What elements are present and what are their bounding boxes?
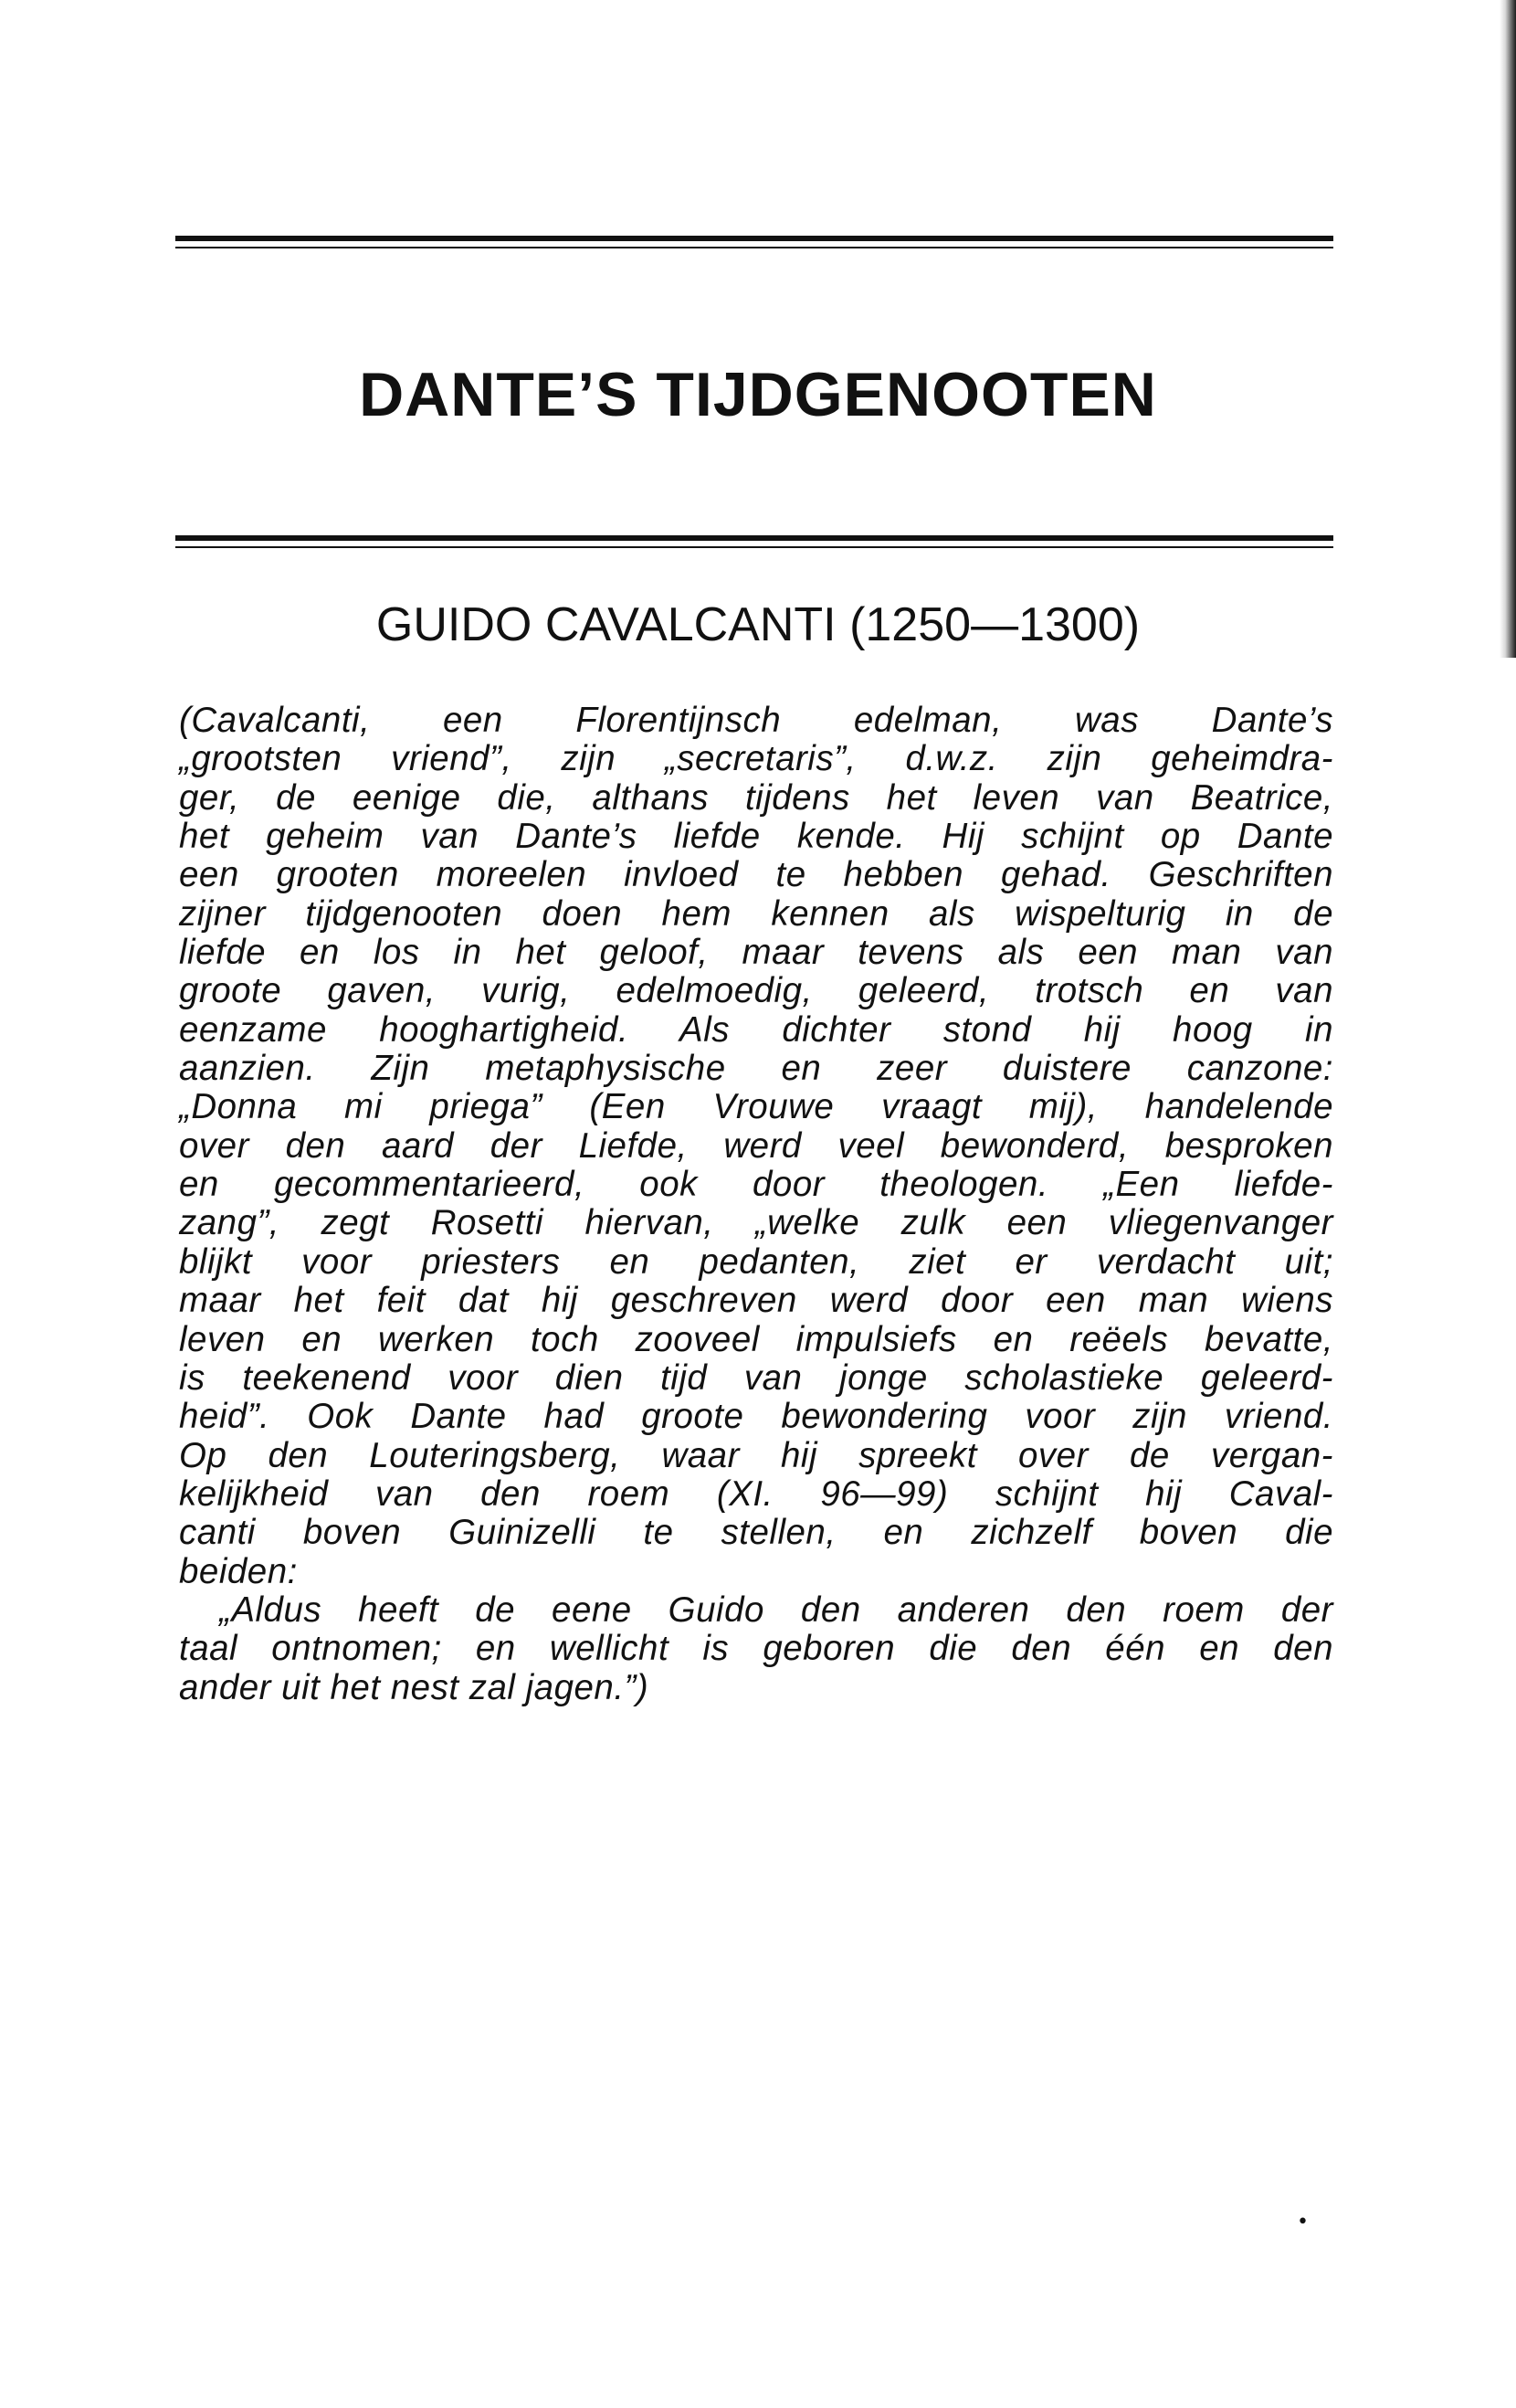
section-title: GUIDO CAVALCANTI (1250—1300) — [375, 598, 1141, 651]
text-line: „Donna mi priega” (Een Vrouwe vraagt mij), handelende — [179, 1087, 1333, 1127]
text-line: leven en werken toch zooveel impulsiefs en reëels bevatte, — [179, 1319, 1333, 1359]
quote-line: „Aldus heeft de eene Guido den anderen den roem der — [219, 1589, 1333, 1630]
quote-line: taal ontnomen; en wellicht is geboren die den één en den — [179, 1629, 1333, 1669]
chapter-title: DANTE’S TIJDGENOOTEN — [359, 360, 1157, 429]
text-line: heid”. Ook Dante had groote bewondering voor zijn vriend. — [179, 1397, 1333, 1437]
text-line: (Cavalcanti, een Florentijnsch edelman, was Dante’s — [179, 701, 1333, 740]
text-line: groote gaven, vurig, edelmoedig, geleerd, trotsch en van — [179, 971, 1333, 1011]
text-line: kelijkheid van den roem (XI. 96—99) schijnt hij Caval- — [179, 1473, 1333, 1514]
text-line: „grootsten vriend”, zijn „secretaris”, d.w.z. zijn geheimdra- — [179, 739, 1333, 779]
text-line: het geheim van Dante’s liefde kende. Hij schijnt op Dante — [179, 817, 1333, 857]
text-line: canti boven Guinizelli te stellen, en zichzelf boven die — [179, 1513, 1333, 1553]
text-line: is teekenend voor dien tijd van jonge scholastieke geleerd- — [179, 1357, 1333, 1398]
text-line: over den aard der Liefde, werd veel bewonderd, besproken — [179, 1125, 1333, 1166]
bottom-double-rule — [175, 535, 1333, 548]
text-line: Op den Louteringsberg, waar hij spreekt over de vergan- — [179, 1435, 1333, 1475]
text-line: zang”, zegt Rosetti hiervan, „welke zulk een vliegenvanger — [179, 1203, 1333, 1243]
top-double-rule — [175, 236, 1333, 248]
text-line: en gecommentarieerd, ook door theologen. „Een liefde- — [179, 1165, 1333, 1205]
page-edge-shadow — [1500, 0, 1516, 658]
text-line: blijkt voor priesters en pedanten, ziet er verdacht uit; — [179, 1241, 1333, 1282]
text-line: liefde en los in het geloof, maar tevens als een man van — [179, 933, 1333, 973]
text-line: maar het feit dat hij geschreven werd door een man wiens — [179, 1281, 1333, 1321]
text-line: aanzien. Zijn metaphysische en zeer duistere canzone: — [179, 1049, 1333, 1089]
quote-line: ander uit het nest zal jagen.”) — [179, 1667, 649, 1707]
text-line: beiden: — [179, 1551, 298, 1591]
text-line: zijner tijdgenooten doen hem kennen als wispelturig in de — [179, 893, 1333, 934]
body-paragraph — [179, 702, 1333, 1707]
text-line: een grooten moreelen invloed te hebben gehad. Geschriften — [179, 855, 1333, 895]
text-line: ger, de eenige die, althans tijdens het leven van Beatrice, — [179, 777, 1333, 818]
ink-speck: • — [1297, 2211, 1309, 2234]
text-line: eenzame hooghartigheid. Als dichter stond hij hoog in — [179, 1009, 1333, 1050]
